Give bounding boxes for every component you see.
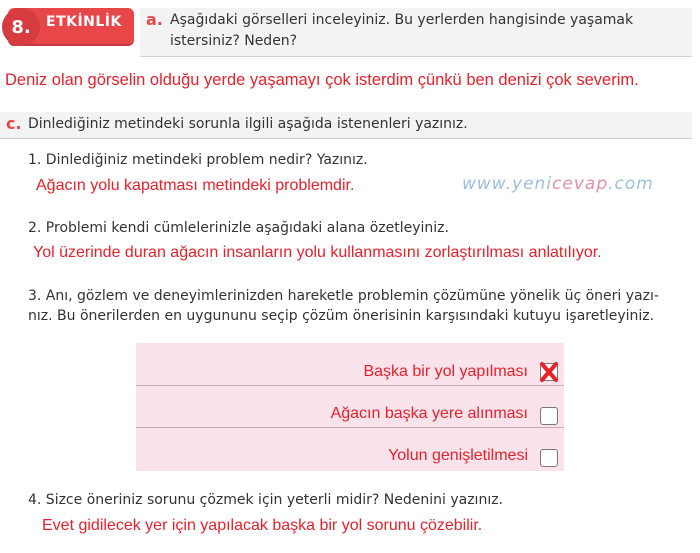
activity-title: ETKİNLİK [46,14,122,30]
question-1: 1. Dinlediğiniz metindeki problem nedir? Yazınız. [28,152,368,168]
option-checkbox[interactable] [540,449,558,467]
question-2: 2. Problemi kendi cümlelerinizle aşağıdaki alana özetleyiniz. [28,220,449,236]
option-checkbox[interactable] [540,407,558,425]
section-c-letter: c. [6,114,22,133]
question-3-line1: 3. Anı, gözlem ve deneyimlerinizden hareketle problemin çözümüne yönelik üç öneri yazı- [28,288,659,304]
answer-1: Ağacın yolu kapatması metindeki problemdir. [36,177,355,194]
section-a-letter: a. [146,10,163,29]
option-label: Ağacın başka yere alınması [330,405,528,422]
activity-number: 8. [2,8,40,46]
option-row [136,343,564,386]
answer-4: Evet gidilecek yer için yapılacak başka bir yol sorunu çözebilir. [42,517,483,534]
watermark: www.yenicevap.com [462,174,654,194]
section-a-question-line2: istersiniz? Neden? [170,33,298,49]
option-row [136,427,564,469]
question-4: 4. Sizce öneriniz sorunu çözmek için yeterli midir? Nedenini yazınız. [28,492,504,508]
section-a-question-line1: Aşağıdaki görselleri inceleyiniz. Bu yerlerden hangisinde yaşamak [170,12,634,28]
option-row [136,385,564,428]
question-3-line2: nız. Bu önerilerden en uygununu seçip çözüm önerisinin karşısındaki kutuyu işaretleyiniz. [28,308,655,324]
option-label: Yolun genişletilmesi [388,447,528,464]
options-table [136,343,564,471]
section-a-answer: Deniz olan görselin olduğu yerde yaşamayı çok isterdim çünkü ben denizi çok severim. [5,71,639,89]
answer-2: Yol üzerinde duran ağacın insanların yolu kullanmasını zorlaştırılması anlatılıyor. [33,244,602,261]
option-label: Başka bir yol yapılması [363,363,528,380]
section-c-instruction: Dinlediğiniz metindeki sorunla ilgili aşağıda istenenleri yazınız. [28,116,468,132]
x-mark-icon [537,360,561,384]
